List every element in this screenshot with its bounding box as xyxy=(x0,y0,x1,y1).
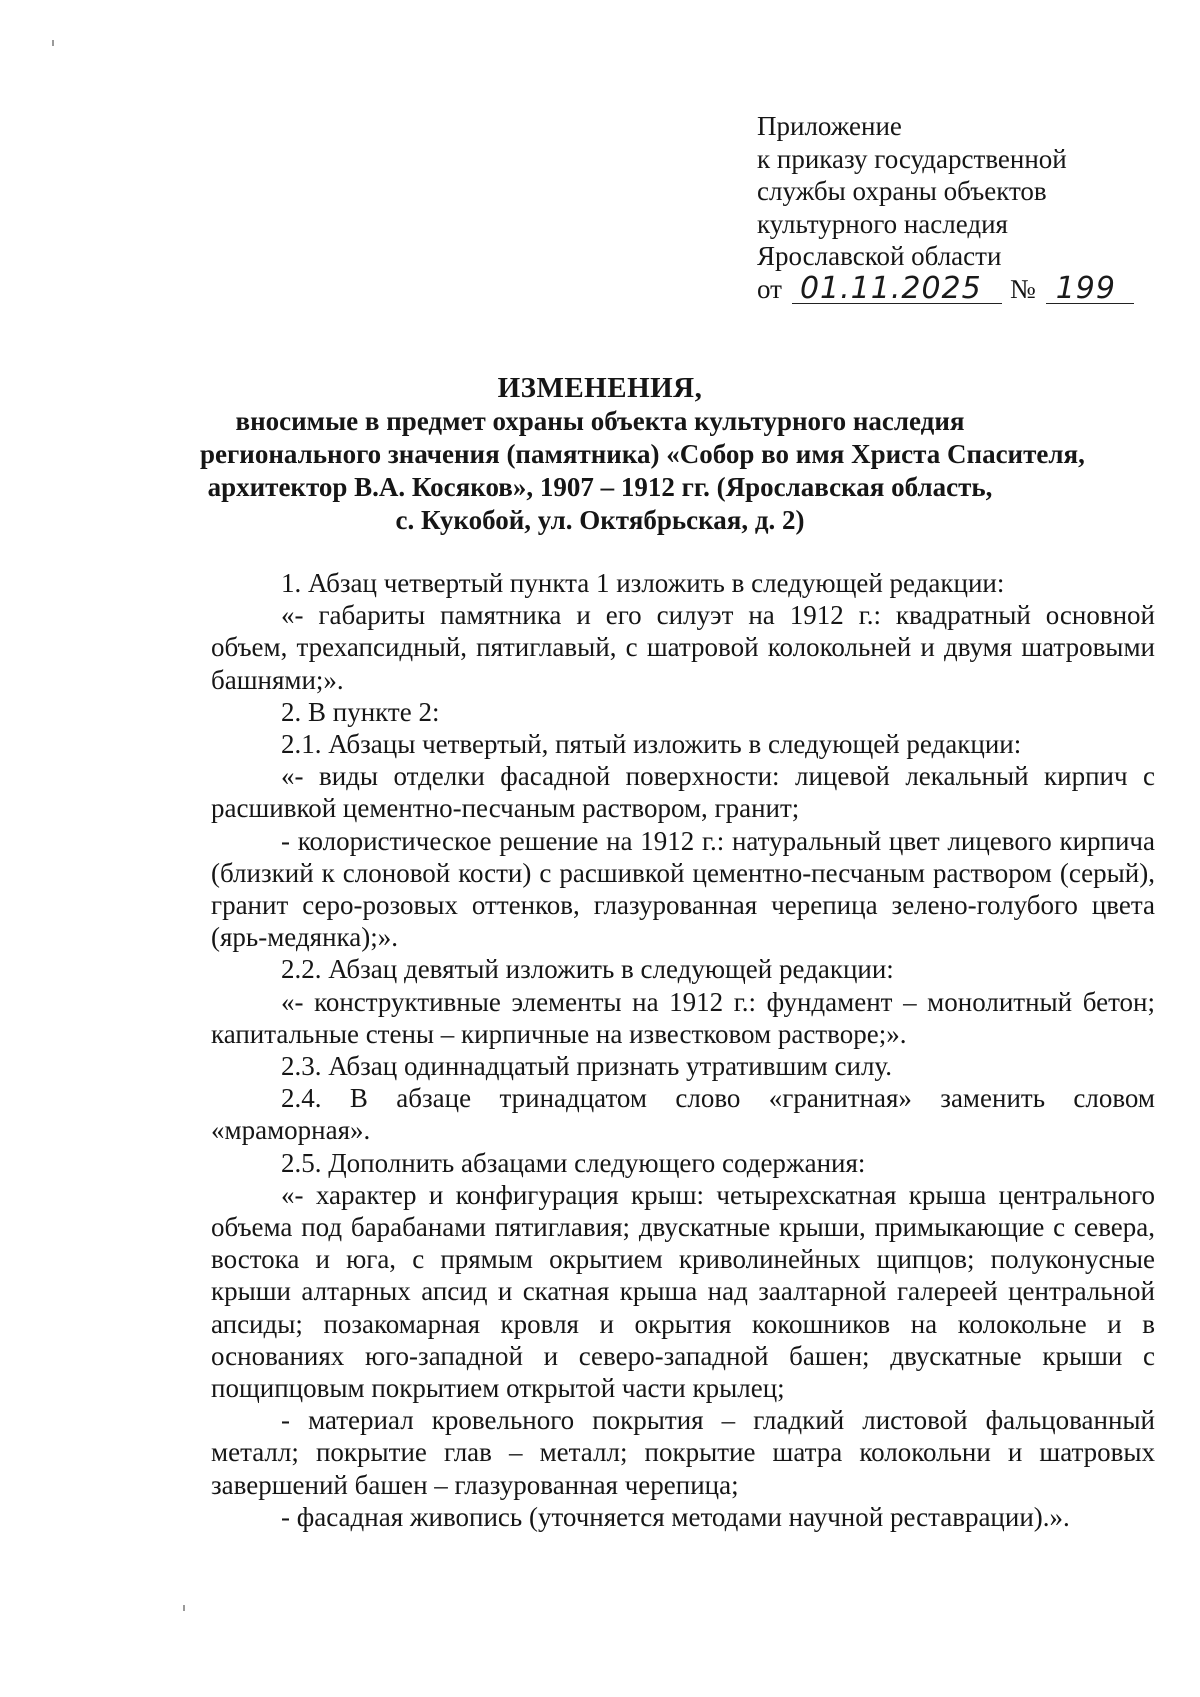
paragraph-quote: «- характер и конфигурация крыш: четырехскатная крыша центрального объема под барабанами пятиглавия; двускатные крыши, примыкающие с севера, востока и юга, с прямым окрытием криволинейных щипцов; полуконусные крыши алтарных апсид и скатная крыша над заалтарной галереей центральной апсиды; позакомарная кровля и окрытия кокошников на колокольне и в основаниях юго-западной и северо-западной башен; двускатные крыши с пощипцовым покрытием открытой части крылец; xyxy=(211,1179,1155,1404)
date-prefix: от xyxy=(757,273,782,304)
title-line: с. Кукобой, ул. Октябрьская, д. 2) xyxy=(395,505,805,535)
appendix-line: службы охраны объектов xyxy=(757,176,1047,206)
paragraph-item-2-3: 2.3. Абзац одиннадцатый признать утратившим силу. xyxy=(281,1051,892,1082)
appendix-line: Приложение xyxy=(757,111,902,141)
document-title xyxy=(200,372,1085,537)
appendix-header xyxy=(757,110,1157,305)
title-line: вносимые в предмет охраны объекта культурного наследия xyxy=(235,406,965,436)
paragraph-quote: - колористическое решение на 1912 г.: натуральный цвет лицевого кирпича (близкий к слоновой кости) с расшивкой цементно-песчаным раствором (серый), гранит серо-розовых оттенков, глазурованная черепица зелено-голубого цвета (ярь-медянка);». xyxy=(211,825,1155,953)
paragraph-quote: «- виды отделки фасадной поверхности: лицевой лекальный кирпич с расшивкой цементно-песчаным раствором, гранит; xyxy=(211,761,1155,824)
paragraph-quote: «- габариты памятника и его силуэт на 1912 г.: квадратный основной объем, трехапсидный, пятиглавый, с шатровой колокольней и двумя шатровыми башнями;». xyxy=(211,600,1155,695)
paragraph-item-2-5: 2.5. Дополнить абзацами следующего содержания: xyxy=(281,1147,866,1178)
scan-speck xyxy=(183,1605,185,1611)
appendix-line: к приказу государственной xyxy=(757,143,1067,174)
handwritten-order-number: 199 xyxy=(1046,275,1134,304)
title-heading: ИЗМЕНЕНИЯ, xyxy=(497,372,703,404)
document-body xyxy=(211,567,1155,1533)
paragraph-item-2-2: 2.2. Абзац девятый изложить в следующей редакции: xyxy=(281,954,894,985)
title-line: архитектор В.А. Косяков», 1907 – 1912 гг. (Ярославская область, xyxy=(207,472,993,502)
handwritten-order-date: 01.11.2025 xyxy=(792,275,1002,304)
paragraph-quote: - фасадная живопись (уточняется методами научной реставрации).». xyxy=(281,1501,1070,1532)
paragraph-quote: «- конструктивные элементы на 1912 г.: фундамент – монолитный бетон; капитальные стены – кирпичные на известковом растворе;». xyxy=(211,986,1155,1049)
paragraph-item-2-4: 2.4. В абзаце тринадцатом слово «гранитная» заменить словом «мраморная». xyxy=(211,1083,1155,1146)
appendix-line: Ярославской области xyxy=(757,241,1002,271)
order-date-number-line xyxy=(757,270,1157,306)
number-sign: № xyxy=(1009,273,1036,304)
paragraph-item-1: 1. Абзац четвертый пункта 1 изложить в следующей редакции: xyxy=(281,568,1005,598)
paragraph-item-2-1: 2.1. Абзацы четвертый, пятый изложить в следующей редакции: xyxy=(281,729,1022,760)
scan-speck xyxy=(52,40,54,46)
appendix-line: культурного наследия xyxy=(757,208,1008,239)
paragraph-item-2: 2. В пункте 2: xyxy=(281,696,440,727)
title-line: регионального значения (памятника) «Собор во имя Христа Спасителя, xyxy=(200,439,1085,469)
paragraph-quote: - материал кровельного покрытия – гладкий листовой фальцованный металл; покрытие глав – металл; покрытие шатра колокольни и шатровых завершений башен – глазурованная черепица; xyxy=(211,1405,1155,1500)
